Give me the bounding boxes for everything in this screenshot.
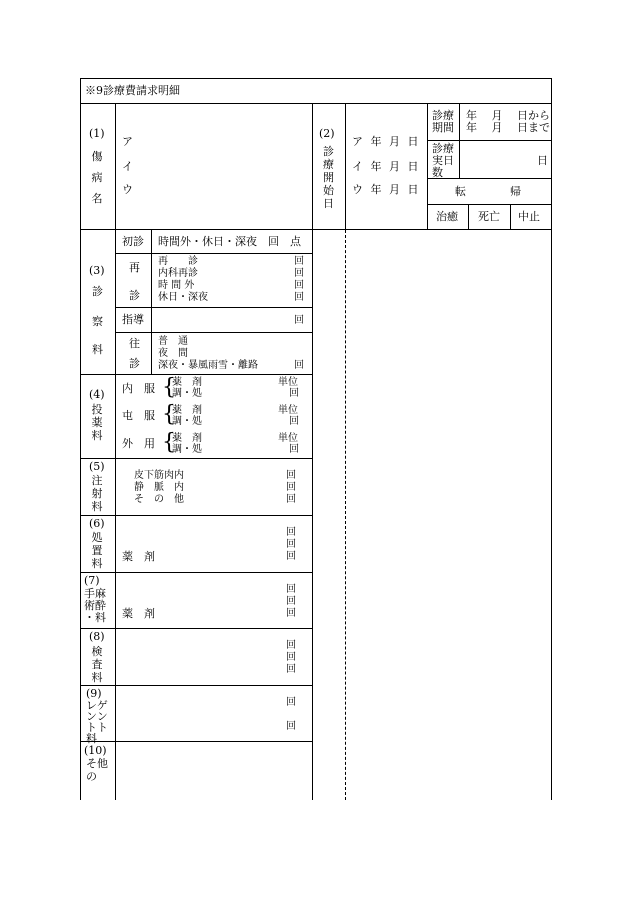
disease-entry-u: ウ [122,183,133,196]
xray-label-3: トト [86,721,108,734]
saishin-unit-4: 回 [294,292,304,303]
outcome-cured: 治癒 [436,210,458,223]
outcome-label: 転 帰 [455,185,521,198]
anes-label-2: 術酔 [84,599,106,612]
shido-unit: 回 [294,315,304,326]
saishin-unit-1: 回 [294,256,304,267]
consult-label-char-2: 察 [92,315,103,328]
col-period-left [427,103,428,230]
proc-unit-1: 回 [286,527,296,538]
xray-unit-2: 回 [286,721,296,732]
dashed-column [345,230,346,800]
xray-unit-1: 回 [286,697,296,708]
med-ext-type: 外 用 [122,437,155,450]
frame-left [80,78,81,800]
frame-top [80,78,552,79]
med-oral-disp: 調・処 [172,388,202,399]
saishin-line-4: 休日・深夜 [158,292,208,303]
col-start-left [312,103,313,800]
saishin-label-1: 再 [129,261,140,274]
consult-label-char-3: 料 [92,343,103,356]
exam-label-num: (8) [89,630,105,643]
inj-label: 注射料 [91,474,103,513]
section-divider-8 [80,628,313,629]
xray-label-4: 料 [86,732,97,745]
inj-line-1: 皮下筋肉内 [134,470,184,481]
proc-drug: 薬 剤 [122,550,155,563]
outcome-col-2 [510,204,511,230]
section-divider-7 [80,572,313,573]
proc-unit-2: 回 [286,539,296,550]
days-label-1: 診療 [432,142,454,155]
start-date-a: ア 年 月 日 [352,135,419,148]
saishin-unit-3: 回 [294,280,304,291]
period-from: 年 月 日から [466,109,550,122]
outcome-stopped: 中止 [518,210,540,223]
outcome-col-1 [468,204,469,230]
col-start-right [345,103,346,230]
inj-line-2: 静 脈 内 [134,482,184,493]
saishin-line-2: 内科再診 [158,268,198,279]
start-date-u: ウ 年 月 日 [352,183,419,196]
exam-label: 検査料 [91,645,103,684]
saishin-label-2: 診 [129,289,140,302]
oushin-unit: 回 [294,360,304,371]
oushin-line-2: 夜 間 [158,348,188,359]
consult-row-2 [115,307,313,308]
med-label: 投薬料 [91,403,103,442]
consult-row-3 [115,332,313,333]
consult-label-char-1: 診 [92,285,103,298]
med-prn-drug: 薬 剤 [172,405,202,416]
anes-unit-1: 回 [286,584,296,595]
saishin-line-3: 時 間 外 [158,280,195,291]
shido-label: 指導 [122,313,144,326]
xray-label-1: レゲ [86,699,108,712]
period-divider [427,140,552,141]
med-brace-3: { [162,430,176,455]
period-to: 年 月 日まで [466,121,550,134]
col-label-divider [115,103,116,800]
other-label-2: の [86,770,97,783]
med-ext-drug: 薬 剤 [172,433,202,444]
med-label-num: (4) [89,388,105,401]
frame-right [551,78,552,800]
period-label-2: 期間 [432,121,454,134]
med-prn-type: 屯 服 [122,409,155,422]
title-divider [80,103,552,104]
med-prn-drug-unit: 単位 [278,405,298,416]
inj-unit-3: 回 [286,494,296,505]
outcome-died: 死亡 [478,210,500,223]
days-divider [427,178,552,179]
exam-unit-1: 回 [286,640,296,651]
anes-unit-2: 回 [286,596,296,607]
section-divider-6 [80,515,313,516]
med-prn-disp-unit: 回 [289,416,299,427]
oushin-label-2: 診 [129,357,140,370]
section-divider-4 [80,374,313,375]
disease-label-num: (1) [89,127,105,140]
inj-unit-2: 回 [286,482,296,493]
proc-label-num: (6) [89,517,105,530]
consult-inner-col [151,230,152,375]
shoshin-content: 時間外・休日・深夜 回 点 [158,235,301,248]
start-label: 診療開始日 [323,145,334,210]
oushin-line-1: 普 通 [158,336,188,347]
anes-label-num: (7) [84,574,100,587]
form-title: ※9診療費請求明細 [85,84,180,97]
other-label-num: (10) [84,744,107,757]
oushin-label-1: 往 [129,337,140,350]
disease-label: 傷病名 [91,150,103,205]
med-oral-drug: 薬 剤 [172,377,202,388]
anes-label-3: ・料 [84,611,106,624]
anes-label-1: 手麻 [84,587,106,600]
oushin-line-3: 深夜・暴風雨雪・離路 [158,360,258,371]
start-label-num: (2) [319,127,335,140]
anes-unit-3: 回 [286,608,296,619]
days-label-3: 数 [432,166,443,179]
inj-label-num: (5) [89,460,105,473]
saishin-unit-2: 回 [294,268,304,279]
med-brace-1: { [162,375,176,400]
med-oral-type: 内 服 [122,382,155,395]
anes-drug: 薬 剤 [122,607,155,620]
section-divider-9 [80,685,313,686]
proc-unit-3: 回 [286,551,296,562]
med-ext-disp-unit: 回 [289,444,299,455]
xray-label-num: (9) [86,687,102,700]
section-divider-10 [80,741,313,742]
days-label-2: 実日 [432,154,454,167]
xray-label-2: ンン [86,710,108,723]
exam-unit-2: 回 [286,652,296,663]
other-label-1: そ他 [86,757,108,770]
shoshin-label: 初診 [122,235,144,248]
outcome-divider [427,204,552,205]
med-oral-drug-unit: 単位 [278,377,298,388]
saishin-line-1: 再 診 [158,256,198,267]
proc-label: 処置料 [91,531,103,570]
consult-row-1 [115,253,313,254]
disease-entry-a: ア [122,135,133,148]
med-prn-disp: 調・処 [172,416,202,427]
section-divider-5 [80,458,313,459]
med-oral-disp-unit: 回 [289,388,299,399]
days-unit: 日 [537,154,548,167]
exam-unit-3: 回 [286,664,296,675]
med-brace-2: { [162,402,176,427]
period-label-1: 診療 [432,109,454,122]
inj-line-3: そ の 他 [134,494,184,505]
inj-unit-1: 回 [286,470,296,481]
disease-entry-i: イ [122,160,133,173]
start-date-i: イ 年 月 日 [352,160,419,173]
med-ext-drug-unit: 単位 [278,433,298,444]
consult-label-num: (3) [89,264,105,277]
med-ext-disp: 調・処 [172,444,202,455]
